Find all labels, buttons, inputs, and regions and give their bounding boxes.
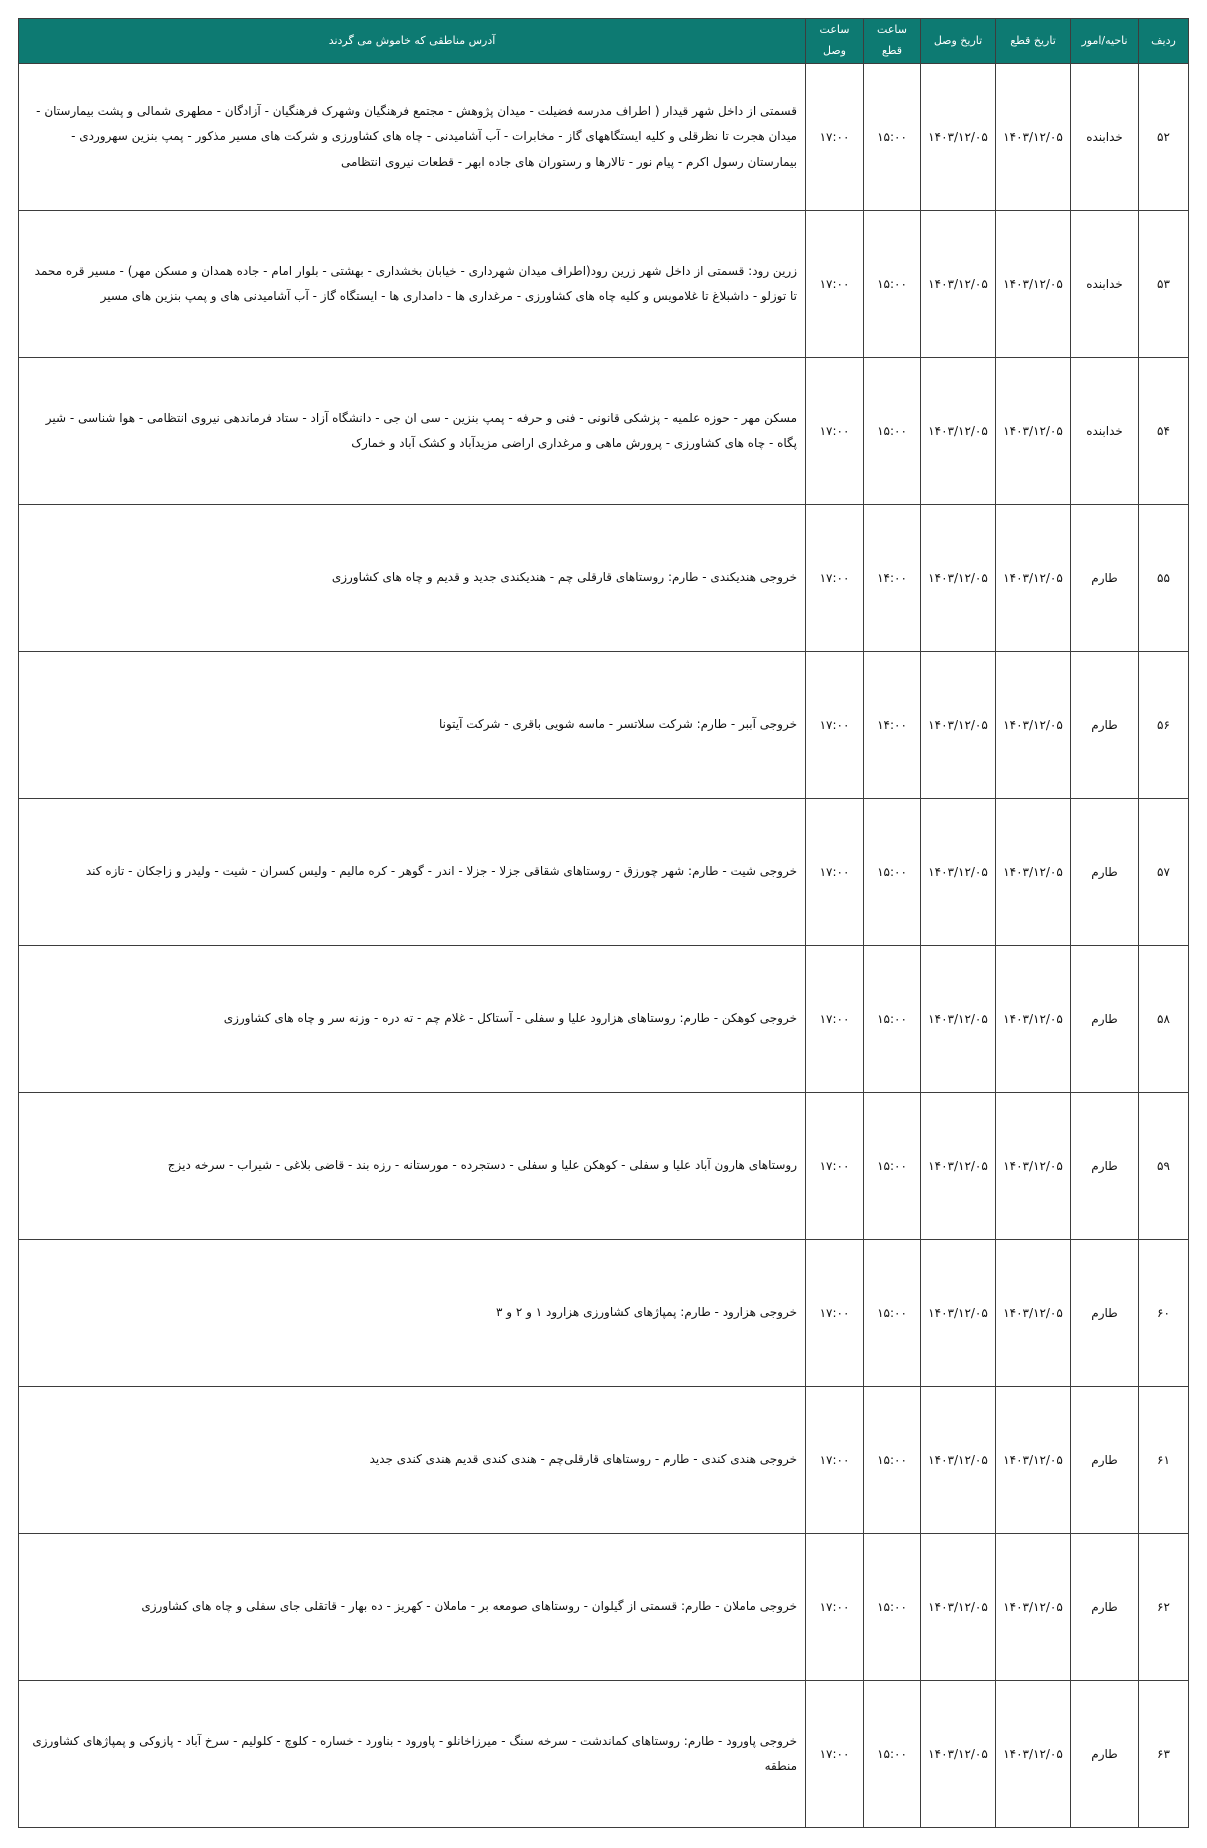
header-cut-time: ساعت قطع: [864, 19, 921, 64]
cut-time-cell: ۱۵:۰۰: [864, 1534, 921, 1681]
connect-date-cell: ۱۴۰۳/۱۲/۰۵: [921, 1093, 996, 1240]
address-cell: خروجی هندی کندی - طارم - روستاهای قارقلی‌چم - هندی کندی قدیم هندی کندی جدید: [19, 1387, 806, 1534]
connect-time-cell: ۱۷:۰۰: [806, 652, 864, 799]
connect-time-cell: ۱۷:۰۰: [806, 1681, 864, 1828]
area-cell: طارم: [1071, 505, 1139, 652]
connect-date-cell: ۱۴۰۳/۱۲/۰۵: [921, 505, 996, 652]
cut-date-cell: ۱۴۰۳/۱۲/۰۵: [996, 358, 1071, 505]
connect-time-cell: ۱۷:۰۰: [806, 211, 864, 358]
cut-time-cell: ۱۵:۰۰: [864, 1681, 921, 1828]
header-row-number: ردیف: [1139, 19, 1189, 64]
address-cell: خروجی هزارود - طارم: پمپاژهای کشاورزی هزارود ۱ و ۲ و ۳: [19, 1240, 806, 1387]
area-cell: طارم: [1071, 799, 1139, 946]
connect-time-cell: ۱۷:۰۰: [806, 64, 864, 211]
cut-date-cell: ۱۴۰۳/۱۲/۰۵: [996, 1681, 1071, 1828]
row-number-cell: ۵۶: [1139, 652, 1189, 799]
cut-date-cell: ۱۴۰۳/۱۲/۰۵: [996, 1093, 1071, 1240]
header-address: آدرس مناطقی که خاموش می گردند: [19, 19, 806, 64]
cut-date-cell: ۱۴۰۳/۱۲/۰۵: [996, 652, 1071, 799]
cut-date-cell: ۱۴۰۳/۱۲/۰۵: [996, 211, 1071, 358]
cut-date-cell: ۱۴۰۳/۱۲/۰۵: [996, 505, 1071, 652]
connect-date-cell: ۱۴۰۳/۱۲/۰۵: [921, 1681, 996, 1828]
connect-time-cell: ۱۷:۰۰: [806, 1387, 864, 1534]
row-number-cell: ۵۵: [1139, 505, 1189, 652]
table-row: [19, 1240, 1189, 1387]
row-number-cell: ۵۴: [1139, 358, 1189, 505]
table-row: [19, 946, 1189, 1093]
row-number-cell: ۵۲: [1139, 64, 1189, 211]
address-cell: قسمتی از داخل شهر قیدار ( اطراف مدرسه فضیلت - میدان پژوهش - مجتمع فرهنگیان وشهرک فرهنگیان - آزادگان - مطهری شمالی و پشت بیمارستان - میدان هجرت تا نظرقلی و کلیه ایستگاههای گاز - مخابرات - آب آشامیدنی - چاه های کشاورزی و شرکت های مسیر مذکور - پمپ بنزین سهروردی - بیمارستان رسول اکرم - پیام نور - تالارها و رستوران های جاده ابهر - قطعات نیروی انتظامی: [19, 64, 806, 211]
connect-time-cell: ۱۷:۰۰: [806, 1240, 864, 1387]
header-cut-date: تاریخ قطع: [996, 19, 1071, 64]
row-number-cell: ۵۸: [1139, 946, 1189, 1093]
address-cell: خروجی شیت - طارم: شهر چورزق - روستاهای شقاقی جزلا - جزلا - اندر - گوهر - کره مالیم - ولیس کسران - شیت - ولیدر و زاجکان - تازه کند: [19, 799, 806, 946]
connect-time-cell: ۱۷:۰۰: [806, 1093, 864, 1240]
connect-time-cell: ۱۷:۰۰: [806, 1534, 864, 1681]
area-cell: طارم: [1071, 1534, 1139, 1681]
address-cell: خروجی آببر - طارم: شرکت سلاتسر - ماسه شویی باقری - شرکت آیتونا: [19, 652, 806, 799]
area-cell: طارم: [1071, 652, 1139, 799]
area-cell: خدابنده: [1071, 64, 1139, 211]
table-header-row: [19, 19, 1189, 64]
cut-time-cell: ۱۵:۰۰: [864, 1093, 921, 1240]
cut-date-cell: ۱۴۰۳/۱۲/۰۵: [996, 1387, 1071, 1534]
table-row: [19, 1534, 1189, 1681]
connect-date-cell: ۱۴۰۳/۱۲/۰۵: [921, 652, 996, 799]
connect-date-cell: ۱۴۰۳/۱۲/۰۵: [921, 1387, 996, 1534]
outage-schedule-table: [18, 18, 1189, 1828]
connect-time-cell: ۱۷:۰۰: [806, 946, 864, 1093]
area-cell: طارم: [1071, 946, 1139, 1093]
connect-date-cell: ۱۴۰۳/۱۲/۰۵: [921, 1534, 996, 1681]
cut-time-cell: ۱۵:۰۰: [864, 211, 921, 358]
row-number-cell: ۶۰: [1139, 1240, 1189, 1387]
row-number-cell: ۵۹: [1139, 1093, 1189, 1240]
row-number-cell: ۵۷: [1139, 799, 1189, 946]
connect-date-cell: ۱۴۰۳/۱۲/۰۵: [921, 946, 996, 1093]
row-number-cell: ۵۳: [1139, 211, 1189, 358]
row-number-cell: ۶۲: [1139, 1534, 1189, 1681]
cut-time-cell: ۱۴:۰۰: [864, 652, 921, 799]
table-row: [19, 799, 1189, 946]
header-connect-time: ساعت وصل: [806, 19, 864, 64]
table-row: [19, 358, 1189, 505]
cut-time-cell: ۱۵:۰۰: [864, 1240, 921, 1387]
row-number-cell: ۶۳: [1139, 1681, 1189, 1828]
connect-time-cell: ۱۷:۰۰: [806, 505, 864, 652]
cut-date-cell: ۱۴۰۳/۱۲/۰۵: [996, 1534, 1071, 1681]
cut-time-cell: ۱۵:۰۰: [864, 358, 921, 505]
area-cell: خدابنده: [1071, 211, 1139, 358]
table-row: [19, 64, 1189, 211]
table-row: [19, 1093, 1189, 1240]
address-cell: خروجی پاورود - طارم: روستاهای کماندشت - سرخه سنگ - میرزاخانلو - پاورود - بناورد - خساره - کلوچ - کلولیم - سرخ آباد - پازوکی و پمپاژهای کشاورزی منطقه: [19, 1681, 806, 1828]
table-row: [19, 1387, 1189, 1534]
header-connect-date: تاریخ وصل: [921, 19, 996, 64]
cut-date-cell: ۱۴۰۳/۱۲/۰۵: [996, 946, 1071, 1093]
area-cell: طارم: [1071, 1240, 1139, 1387]
table-row: [19, 1681, 1189, 1828]
address-cell: زرین رود: قسمتی از داخل شهر زرین رود(اطراف میدان شهرداری - خیابان بخشداری - بهشتی - بلوار امام - جاده همدان و مسکن مهر) - مسیر قره محمد تا توزلو - داشبلاغ تا غلامویس و کلیه چاه های کشاورزی - مرغداری ها - دامداری ها - ایستگاه گاز - آب آشامیدنی های و پمپ بنزین های مسیر: [19, 211, 806, 358]
cut-time-cell: ۱۵:۰۰: [864, 946, 921, 1093]
area-cell: طارم: [1071, 1093, 1139, 1240]
address-cell: مسکن مهر - حوزه علمیه - پزشکی قانونی - فنی و حرفه - پمپ بنزین - سی ان جی - دانشگاه آزاد - ستاد فرماندهی نیروی انتظامی - هوا شناسی - شیر پگاه - چاه های کشاورزی - پرورش ماهی و مرغداری اراضی مزیدآباد و کشک آباد و خمارک: [19, 358, 806, 505]
cut-time-cell: ۱۵:۰۰: [864, 64, 921, 211]
table-row: [19, 211, 1189, 358]
connect-date-cell: ۱۴۰۳/۱۲/۰۵: [921, 1240, 996, 1387]
area-cell: طارم: [1071, 1681, 1139, 1828]
connect-date-cell: ۱۴۰۳/۱۲/۰۵: [921, 211, 996, 358]
area-cell: خدابنده: [1071, 358, 1139, 505]
table-row: [19, 505, 1189, 652]
row-number-cell: ۶۱: [1139, 1387, 1189, 1534]
address-cell: خروجی ماملان - طارم: قسمتی از گیلوان - روستاهای صومعه بر - ماملان - کهریز - ده بهار - قاتقلی جای سفلی و چاه های کشاورزی: [19, 1534, 806, 1681]
cut-date-cell: ۱۴۰۳/۱۲/۰۵: [996, 1240, 1071, 1387]
connect-time-cell: ۱۷:۰۰: [806, 799, 864, 946]
cut-date-cell: ۱۴۰۳/۱۲/۰۵: [996, 799, 1071, 946]
cut-time-cell: ۱۵:۰۰: [864, 799, 921, 946]
address-cell: خروجی کوهکن - طارم: روستاهای هزارود علیا و سفلی - آستاکل - غلام چم - ته دره - وزنه سر و چاه های کشاورزی: [19, 946, 806, 1093]
address-cell: خروجی هندیکندی - طارم: روستاهای قارقلی چم - هندیکندی جدید و قدیم و چاه های کشاورزی: [19, 505, 806, 652]
connect-date-cell: ۱۴۰۳/۱۲/۰۵: [921, 64, 996, 211]
table-row: [19, 652, 1189, 799]
address-cell: روستاهای هارون آباد علیا و سفلی - کوهکن علیا و سفلی - دستجرده - مورستانه - رزه بند - قاضی بلاغی - شیراب - سرخه دیزج: [19, 1093, 806, 1240]
area-cell: طارم: [1071, 1387, 1139, 1534]
header-area: ناحیه/امور: [1071, 19, 1139, 64]
connect-date-cell: ۱۴۰۳/۱۲/۰۵: [921, 799, 996, 946]
cut-time-cell: ۱۵:۰۰: [864, 1387, 921, 1534]
connect-time-cell: ۱۷:۰۰: [806, 358, 864, 505]
cut-time-cell: ۱۴:۰۰: [864, 505, 921, 652]
cut-date-cell: ۱۴۰۳/۱۲/۰۵: [996, 64, 1071, 211]
connect-date-cell: ۱۴۰۳/۱۲/۰۵: [921, 358, 996, 505]
